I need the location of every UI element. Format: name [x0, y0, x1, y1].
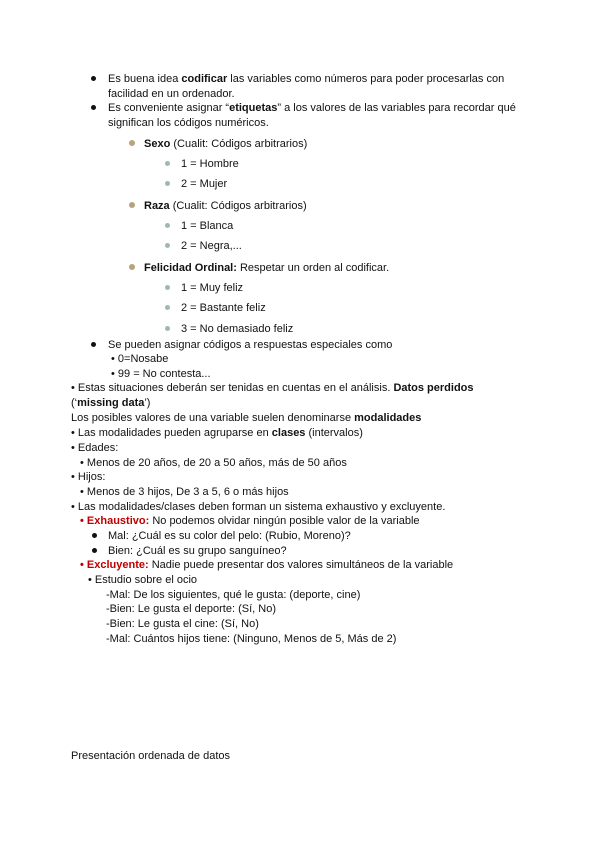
- felicidad-item: 1 = Muy feliz: [181, 282, 244, 294]
- hijos-title: • Hijos:: [71, 471, 106, 483]
- bullet-dot: [165, 285, 170, 290]
- bullet-dot: [165, 326, 170, 331]
- clases-line: • Las modalidades pueden agruparse en clases (intervalos): [71, 427, 363, 439]
- perdidos-line1: • Estas situaciones deberán ser tenidas en cuentas en el análisis. Datos perdidos: [71, 382, 474, 394]
- bullet-dot: [165, 161, 170, 166]
- raza-item: 1 = Blanca: [181, 220, 234, 232]
- bullet-dot: [91, 342, 96, 347]
- edades-detail: • Menos de 20 años, de 20 a 50 años, más de 50 años: [80, 457, 347, 469]
- sexo-item: 2 = Mujer: [181, 178, 228, 190]
- especiales-sub: • 0=Nosabe: [111, 353, 169, 365]
- exhaustivo-item: Mal: ¿Cuál es su color del pelo: (Rubio, Moreno)?: [108, 530, 351, 542]
- codificar-line1: Es buena idea codificar las variables como números para poder procesarlas con: [108, 73, 505, 85]
- bullet-dot: [165, 223, 170, 228]
- ocio-title: • Estudio sobre el ocio: [88, 574, 198, 586]
- especiales-text: Se pueden asignar códigos a respuestas especiales como: [108, 339, 393, 351]
- modalidades-line: Los posibles valores de una variable suelen denominarse modalidades: [71, 412, 422, 424]
- edades-title: • Edades:: [71, 442, 119, 454]
- raza-heading: Raza (Cualit: Códigos arbitrarios): [144, 200, 307, 212]
- bullet-dot: [91, 105, 96, 110]
- hijos-detail: • Menos de 3 hijos, De 3 a 5, 6 o más hijos: [80, 486, 289, 498]
- bullet-dot: [129, 140, 135, 146]
- bullet-dot: [165, 243, 170, 248]
- exhaustivo-line: • Exhaustivo: No podemos olvidar ningún posible valor de la variable: [80, 515, 420, 527]
- sexo-item: 1 = Hombre: [181, 158, 239, 170]
- excluyente-line: • Excluyente: Nadie puede presentar dos valores simultáneos de la variable: [80, 559, 454, 571]
- sistema-line: • Las modalidades/clases deben forman un sistema exhaustivo y excluyente.: [71, 501, 446, 513]
- bullet-dot: [165, 181, 170, 186]
- etiquetas-line2: significan los códigos numéricos.: [108, 117, 269, 129]
- perdidos-line2: (‘missing data’): [71, 397, 151, 409]
- bullet-dot: [129, 264, 135, 270]
- bullet-dot: [129, 202, 135, 208]
- ocio-line: -Bien: Le gusta el deporte: (Sí, No): [106, 603, 276, 615]
- especiales-sub: • 99 = No contesta...: [111, 368, 211, 380]
- bullet-dot: [165, 305, 170, 310]
- sexo-heading: Sexo (Cualit: Códigos arbitrarios): [144, 138, 308, 150]
- bullet-dot: [92, 533, 97, 538]
- ocio-line: -Mal: Cuántos hijos tiene: (Ninguno, Menos de 5, Más de 2): [106, 633, 397, 645]
- exhaustivo-item: Bien: ¿Cuál es su grupo sanguíneo?: [108, 545, 287, 557]
- section-heading: Presentación ordenada de datos: [71, 750, 231, 762]
- bullet-dot: [92, 548, 97, 553]
- felicidad-item: 3 = No demasiado feliz: [181, 323, 294, 335]
- bullet-dot: [91, 76, 96, 81]
- felicidad-item: 2 = Bastante feliz: [181, 302, 266, 314]
- ocio-line: -Mal: De los siguientes, qué le gusta: (deporte, cine): [106, 589, 361, 601]
- felicidad-heading: Felicidad Ordinal: Respetar un orden al codificar.: [144, 262, 390, 274]
- ocio-line: -Bien: Le gusta el cine: (Sí, No): [106, 618, 259, 630]
- codificar-line2: facilidad en un ordenador.: [108, 88, 235, 100]
- raza-item: 2 = Negra,...: [181, 240, 242, 252]
- etiquetas-line1: Es conveniente asignar “etiquetas” a los valores de las variables para recordar qué: [108, 102, 516, 114]
